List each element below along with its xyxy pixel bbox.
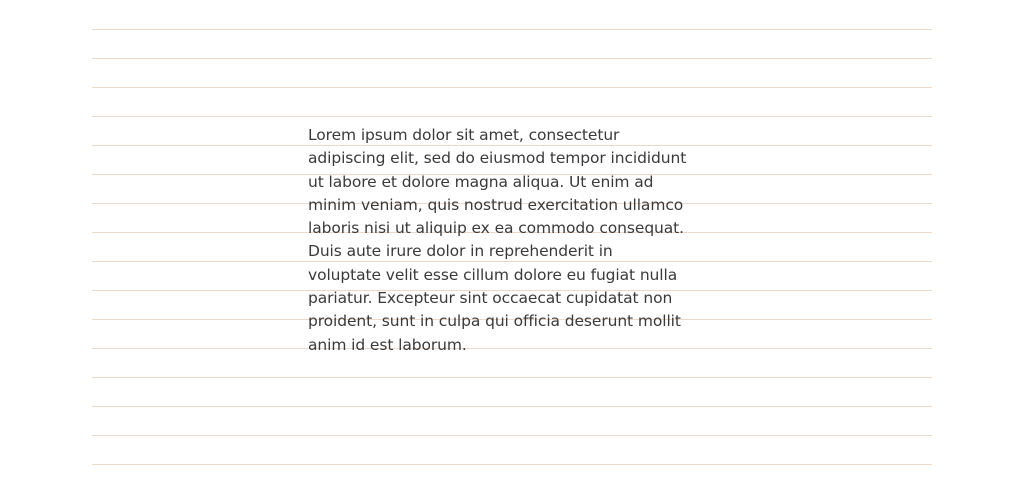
paragraph-line: Lorem ipsum dolor sit amet, consectetur xyxy=(308,126,620,144)
paragraph-line: proident, sunt in culpa qui officia deserunt mollit xyxy=(308,312,681,331)
rule-line xyxy=(92,116,932,117)
paragraph-line: voluptate velit esse cillum dolore eu fugiat nulla xyxy=(308,265,678,284)
rule-line xyxy=(92,406,932,407)
lorem-paragraph xyxy=(308,124,718,357)
rule-line xyxy=(92,464,932,465)
paragraph-line: adipiscing elit, sed do eiusmod tempor incididunt xyxy=(308,149,687,168)
rule-line xyxy=(92,87,932,88)
rule-line xyxy=(92,377,932,378)
paragraph-line: ut labore et dolore magna aliqua. Ut enim ad xyxy=(308,172,654,191)
paragraph-line: anim id est laborum. xyxy=(308,335,467,354)
rule-line xyxy=(92,435,932,436)
paragraph-line: minim veniam, quis nostrud exercitation ullamco xyxy=(308,195,684,214)
rule-line xyxy=(92,29,932,30)
paragraph-line: pariatur. Excepteur sint occaecat cupidatat non xyxy=(308,289,673,308)
paragraph-line: laboris nisi ut aliquip ex ea commodo consequat. xyxy=(308,219,684,238)
paragraph-line: Duis aute irure dolor in reprehenderit in xyxy=(308,242,613,261)
rule-line xyxy=(92,58,932,59)
